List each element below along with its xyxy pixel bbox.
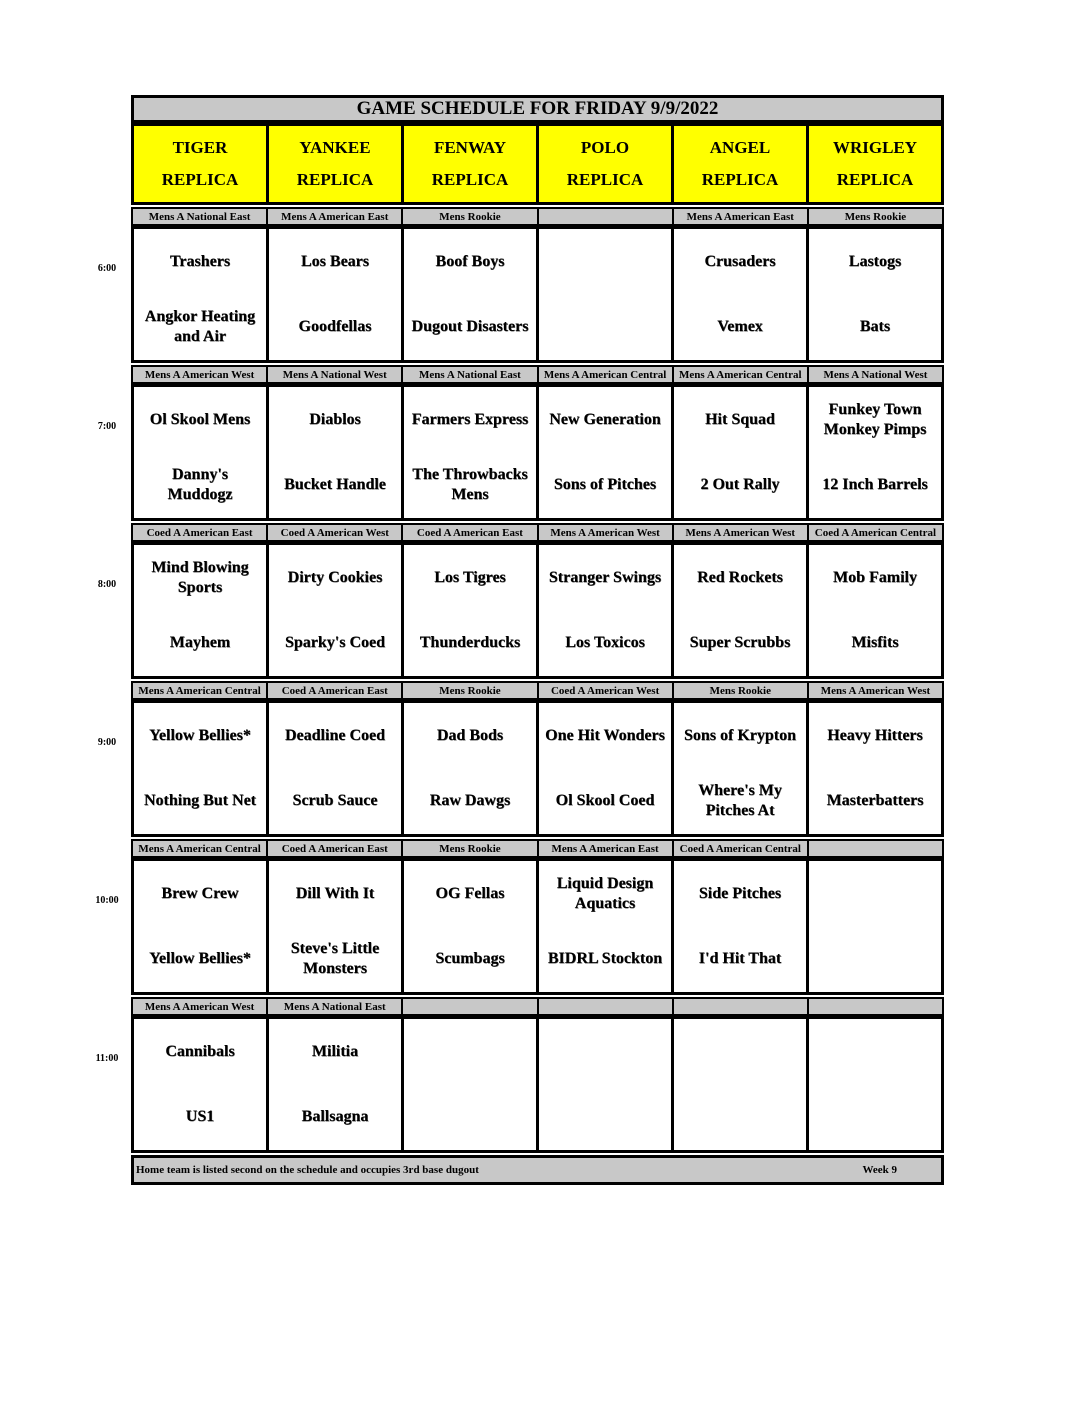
- away-team: Diablos: [309, 410, 361, 428]
- division-label: Mens Rookie: [401, 681, 538, 700]
- away-team: Side Pitches: [698, 884, 782, 902]
- home-team: Thunderducks: [419, 634, 521, 652]
- games-row: [131, 700, 944, 837]
- division-label: Mens Rookie: [672, 681, 809, 700]
- game-cell: [536, 858, 674, 995]
- home-team: Super Scrubbs: [689, 634, 791, 652]
- schedule-sheet: [95, 95, 944, 1185]
- game-cell: [401, 384, 539, 521]
- away-team: One Hit Wonders: [545, 726, 665, 744]
- game-cell: [131, 226, 269, 363]
- games-row: [131, 226, 944, 363]
- division-label: Mens Rookie: [401, 839, 538, 858]
- time-label: 9:00: [97, 737, 117, 748]
- division-label: Mens A American Central: [131, 681, 268, 700]
- away-team: Hit Squad: [705, 410, 775, 428]
- home-team: [539, 1085, 671, 1151]
- game-cell: [671, 1016, 809, 1153]
- game-cell: [401, 858, 539, 995]
- away-team: Farmers Express: [411, 410, 529, 428]
- home-team: Bucket Handle: [284, 476, 386, 494]
- game-cell: [806, 858, 944, 995]
- division-label: Mens A National West: [807, 365, 944, 384]
- away-team: Dad Bods: [436, 726, 504, 744]
- time-label: 8:00: [97, 579, 117, 590]
- home-team: Dugout Disasters: [411, 318, 529, 336]
- division-label: Mens A American Central: [672, 365, 809, 384]
- game-cell: [671, 542, 809, 679]
- park-sub: REPLICA: [296, 170, 374, 189]
- game-cell: [806, 384, 944, 521]
- division-label: [401, 997, 538, 1016]
- game-cell: [536, 384, 674, 521]
- away-team: Dill With It: [295, 884, 375, 902]
- away-team: Boof Boys: [435, 252, 505, 270]
- division-label: Mens A National East: [401, 365, 538, 384]
- home-team: The Throwbacks Mens: [412, 466, 528, 504]
- division-label: Coed A American West: [266, 523, 403, 542]
- division-label: Coed A American East: [401, 523, 538, 542]
- away-team: [539, 1019, 671, 1085]
- home-team: Mayhem: [169, 634, 231, 652]
- game-cell: [266, 858, 404, 995]
- away-team: Los Tigres: [434, 568, 506, 586]
- division-label: [672, 997, 809, 1016]
- game-cell: [536, 1016, 674, 1153]
- game-cell: [806, 700, 944, 837]
- time-blocks: [95, 207, 944, 1153]
- game-cell: [401, 226, 539, 363]
- games-row: [131, 384, 944, 521]
- games-row: [131, 858, 944, 995]
- away-team: Heavy Hitters: [827, 726, 923, 744]
- time-block: [95, 997, 944, 1153]
- away-team: Sons of Krypton: [683, 726, 797, 744]
- division-label: Mens A American East: [537, 839, 674, 858]
- park-name: TIGER: [172, 138, 228, 157]
- division-label: Mens Rookie: [807, 207, 944, 226]
- division-label: Mens A American West: [807, 681, 944, 700]
- division-row: [131, 997, 944, 1016]
- games-row: [131, 542, 944, 679]
- division-label: Coed A American West: [537, 681, 674, 700]
- game-cell: [536, 700, 674, 837]
- away-team: Brew Crew: [161, 884, 239, 902]
- home-team: Yellow Bellies*: [149, 950, 251, 968]
- park-name: ANGEL: [709, 138, 771, 157]
- division-row: [131, 839, 944, 858]
- away-team: Cannibals: [165, 1042, 235, 1060]
- park-name: POLO: [580, 138, 630, 157]
- division-label: Mens Rookie: [401, 207, 538, 226]
- away-team: Militia: [311, 1042, 359, 1060]
- game-cell: [266, 700, 404, 837]
- home-team: Steve's Little Monsters: [290, 940, 380, 978]
- away-team: Mob Family: [833, 568, 917, 586]
- away-team: Ol Skool Mens: [149, 410, 251, 428]
- home-team: Bats: [859, 318, 891, 336]
- away-team: Trashers: [169, 252, 231, 270]
- home-team: Ol Skool Coed: [555, 792, 655, 810]
- division-label: Mens A American Central: [131, 839, 268, 858]
- park-header: [671, 123, 809, 205]
- away-team: OG Fellas: [435, 884, 505, 902]
- away-team: New Generation: [549, 410, 661, 428]
- park-header: [401, 123, 539, 205]
- division-label: Mens A American West: [672, 523, 809, 542]
- division-row: [131, 207, 944, 226]
- home-team: 2 Out Rally: [700, 476, 780, 494]
- home-team: 12 Inch Barrels: [822, 476, 928, 494]
- time-label: 11:00: [95, 1053, 119, 1064]
- game-cell: [671, 858, 809, 995]
- time-block: [97, 523, 944, 679]
- home-team: Los Toxicos: [565, 634, 645, 652]
- away-team: Red Rockets: [697, 568, 783, 586]
- park-sub: REPLICA: [161, 170, 239, 189]
- home-team: Goodfellas: [298, 318, 372, 336]
- home-team: Nothing But Net: [143, 792, 256, 810]
- away-team: Funkey Town Monkey Pimps: [823, 400, 927, 438]
- division-row: [131, 681, 944, 700]
- game-cell: [266, 384, 404, 521]
- division-label: [807, 839, 944, 858]
- game-cell: [536, 226, 674, 363]
- home-team: [404, 1085, 536, 1151]
- division-label: Coed A American Central: [672, 839, 809, 858]
- game-cell: [266, 1016, 404, 1153]
- park-name: FENWAY: [433, 138, 507, 157]
- home-team: Misfits: [851, 634, 899, 652]
- time-label: 6:00: [97, 263, 117, 274]
- park-header: [131, 123, 269, 205]
- game-cell: [401, 542, 539, 679]
- division-label: Coed A American East: [131, 523, 268, 542]
- park-name: WRIGLEY: [832, 138, 918, 157]
- time-block: [95, 839, 944, 995]
- home-team: [674, 1085, 806, 1151]
- park-name: YANKEE: [299, 138, 371, 157]
- division-label: Coed A American East: [266, 681, 403, 700]
- home-team: Ballsagna: [301, 1108, 369, 1126]
- away-team: [809, 861, 941, 927]
- home-team: [539, 295, 671, 361]
- away-team: Crusaders: [704, 252, 776, 270]
- game-cell: [536, 542, 674, 679]
- game-cell: [806, 1016, 944, 1153]
- home-team: [809, 927, 941, 993]
- division-label: Mens A American Central: [537, 365, 674, 384]
- games-row: [131, 1016, 944, 1153]
- away-team: [674, 1019, 806, 1085]
- park-header: [266, 123, 404, 205]
- park-sub: REPLICA: [566, 170, 644, 189]
- game-cell: [131, 542, 269, 679]
- home-team: I'd Hit That: [698, 950, 782, 968]
- away-team: Dirty Cookies: [287, 568, 383, 586]
- away-team: Mind Blowing Sports: [151, 558, 249, 596]
- home-team: Sons of Pitches: [553, 476, 657, 494]
- time-label: 10:00: [95, 895, 119, 906]
- game-cell: [806, 542, 944, 679]
- away-team: [404, 1019, 536, 1085]
- home-team: Masterbatters: [826, 792, 924, 810]
- division-label: Mens A National West: [266, 365, 403, 384]
- park-header: [536, 123, 674, 205]
- schedule-title: GAME SCHEDULE FOR FRIDAY 9/9/2022: [131, 95, 944, 123]
- away-team: Lastogs: [848, 252, 902, 270]
- time-label: 7:00: [97, 421, 117, 432]
- park-sub: REPLICA: [431, 170, 509, 189]
- footer-note: Home team is listed second on the schedule and occupies 3rd base dugout: [136, 1164, 479, 1176]
- division-label: Mens A American West: [537, 523, 674, 542]
- game-cell: [131, 384, 269, 521]
- division-label: [537, 997, 674, 1016]
- division-label: Mens A American West: [131, 997, 268, 1016]
- away-team: Los Bears: [301, 252, 369, 270]
- home-team: Sparky's Coed: [284, 634, 386, 652]
- home-team: Where's My Pitches At: [698, 782, 782, 820]
- game-cell: [266, 226, 404, 363]
- schedule-footer: [131, 1155, 944, 1185]
- division-label: Mens A National East: [131, 207, 268, 226]
- park-sub: REPLICA: [701, 170, 779, 189]
- home-team: Scrub Sauce: [292, 792, 378, 810]
- away-team: Deadline Coed: [285, 726, 385, 744]
- division-row: [131, 365, 944, 384]
- home-team: US1: [185, 1108, 215, 1126]
- park-header-row: [131, 123, 944, 205]
- home-team: Angkor Heating and Air: [144, 308, 256, 346]
- home-team: Danny's Muddogz: [167, 466, 233, 504]
- game-cell: [671, 384, 809, 521]
- away-team: [809, 1019, 941, 1085]
- home-team: [809, 1085, 941, 1151]
- park-sub: REPLICA: [836, 170, 914, 189]
- park-header: [806, 123, 944, 205]
- time-block: [97, 207, 944, 363]
- home-team: Vemex: [717, 318, 763, 336]
- division-label: [537, 207, 674, 226]
- game-cell: [671, 700, 809, 837]
- division-label: Coed A American Central: [807, 523, 944, 542]
- home-team: BIDRL Stockton: [547, 950, 663, 968]
- division-label: Mens A American West: [131, 365, 268, 384]
- game-cell: [131, 1016, 269, 1153]
- away-team: Liquid Design Aquatics: [556, 874, 654, 912]
- game-cell: [266, 542, 404, 679]
- home-team: Scumbags: [435, 950, 505, 968]
- away-team: [539, 229, 671, 295]
- division-row: [131, 523, 944, 542]
- division-label: [807, 997, 944, 1016]
- game-cell: [401, 700, 539, 837]
- footer-week: Week 9: [862, 1164, 897, 1176]
- away-team: Stranger Swings: [548, 568, 662, 586]
- home-team: Raw Dawgs: [429, 792, 511, 810]
- time-block: [97, 681, 944, 837]
- division-label: Mens A American East: [672, 207, 809, 226]
- game-cell: [401, 1016, 539, 1153]
- division-label: Coed A American East: [266, 839, 403, 858]
- game-cell: [131, 858, 269, 995]
- division-label: Mens A American East: [266, 207, 403, 226]
- division-label: Mens A National East: [266, 997, 403, 1016]
- game-cell: [671, 226, 809, 363]
- game-cell: [131, 700, 269, 837]
- time-block: [97, 365, 944, 521]
- game-cell: [806, 226, 944, 363]
- away-team: Yellow Bellies*: [149, 726, 251, 744]
